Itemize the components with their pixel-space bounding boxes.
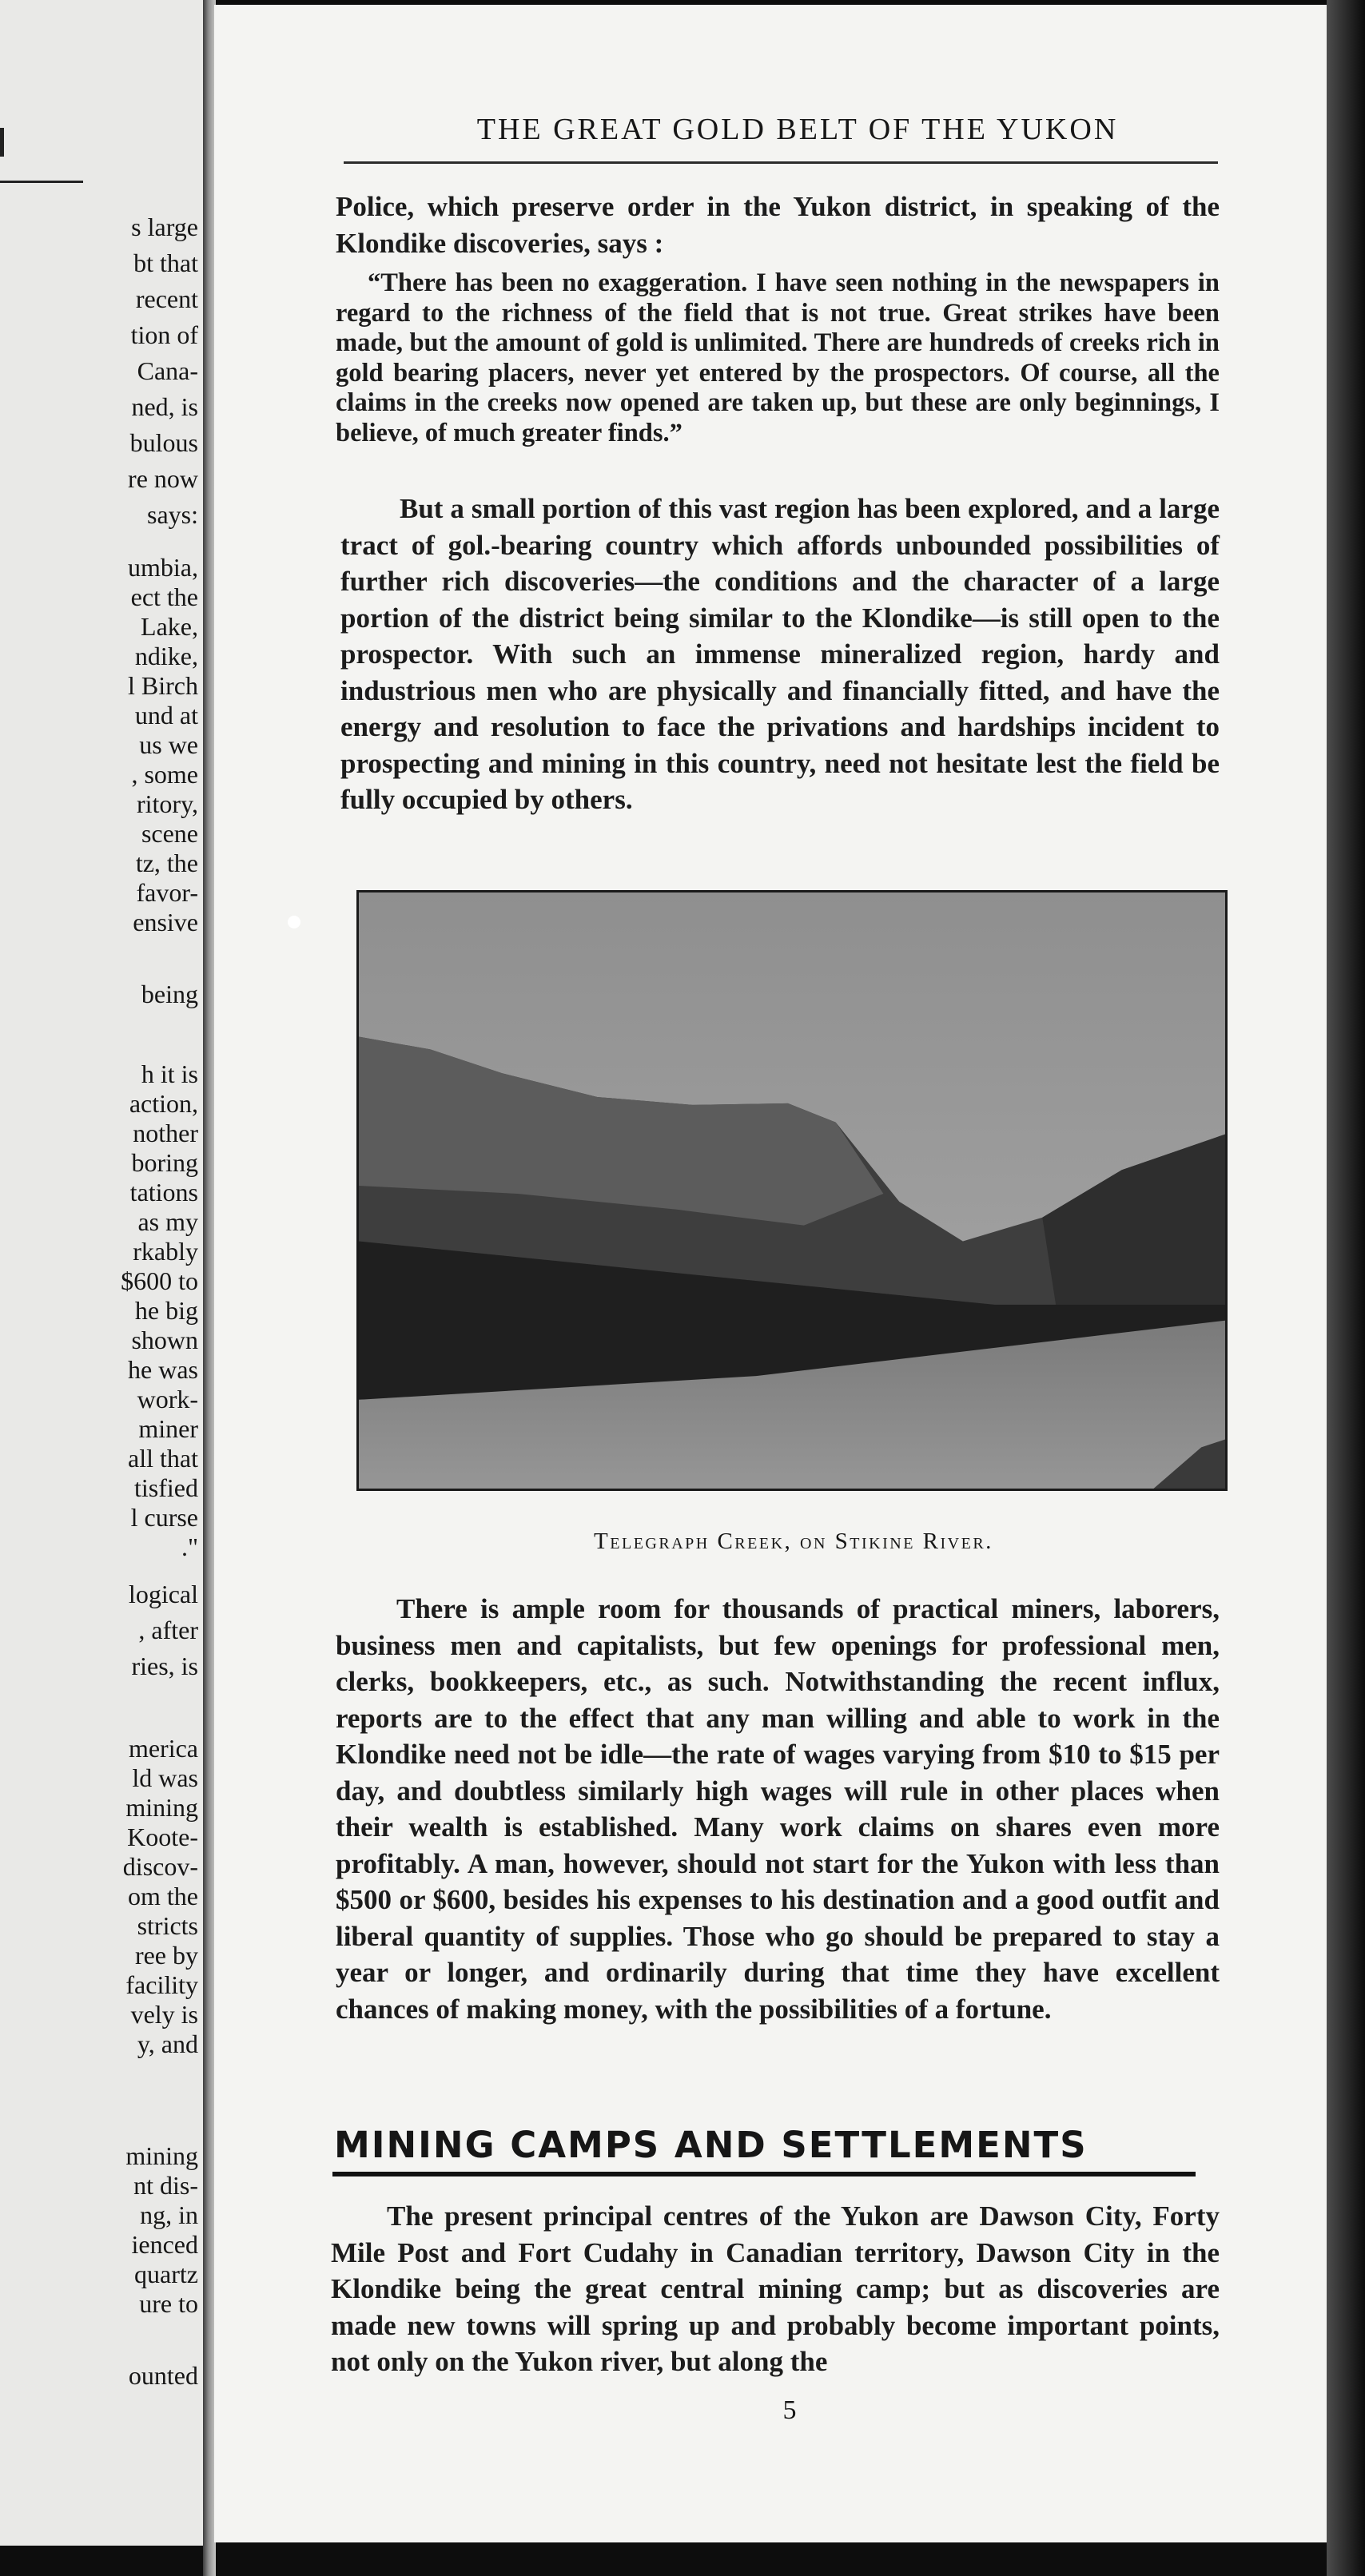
facing-page-fragment: facility: [125, 1970, 198, 1999]
facing-page-fragment: miner: [138, 1414, 198, 1443]
facing-page-fragment: ned, is: [131, 392, 198, 421]
facing-page-fragment: recent: [135, 284, 198, 313]
facing-page-fragment: l curse: [130, 1503, 198, 1532]
section-heading-underline: [332, 2172, 1196, 2176]
facing-page-fragment: favor-: [136, 878, 198, 907]
facing-page-fragment: tisfied: [134, 1473, 198, 1502]
opportunities-paragraph: There is ample room for thousands of practical miners, laborers, business men and capitalists, but few openings for professional men, clerks, bookkeepers, etc., as such. Notwithstanding the recent influx, reports are to the effect that any man willing and able to work in the Klondike need not be idle—the rate of wages varying from $10 to $15 per day, and doubtless similarly high wages will rule in other places when their wealth is established. Many work claims on shares even more profitably. A man, however, should not start for the Yukon with less than $500 or $600, besides his expenses to his destination and a good outfit and liberal quantity of supplies. Those who go should be prepared to stay a year or longer, and ordinarily during that time they have excellent chances of making money, with the possibilities of a fortune.: [336, 1593, 1220, 2025]
facing-page-fragment: ries, is: [131, 1652, 198, 1680]
facing-page-fragment: scene: [141, 819, 198, 848]
facing-page-fragment: as my: [137, 1207, 198, 1236]
section-heading: MINING CAMPS AND SETTLEMENTS: [334, 2124, 1088, 2166]
facing-page-fragment: ure to: [139, 2289, 198, 2318]
facing-page-fragment: umbia,: [128, 553, 198, 582]
facing-page-fragment: und at: [134, 701, 198, 729]
facing-page-fragment: Lake,: [141, 612, 198, 641]
facing-page-fragment: being: [141, 980, 198, 1008]
running-header: THE GREAT GOLD BELT OF THE YUKON: [476, 113, 1119, 146]
facing-page-fragment: ounted: [128, 2361, 198, 2390]
facing-page-fragment: quartz: [134, 2260, 198, 2288]
facing-page-fragment: ritory,: [136, 789, 198, 818]
facing-page-fragment: y, and: [137, 2029, 198, 2058]
river-landscape-image: [359, 892, 1225, 1489]
facing-page-fragment: $600 to: [121, 1266, 198, 1295]
facing-page-fragment: , some: [131, 760, 198, 789]
facing-page-fragment: says:: [147, 500, 198, 529]
facing-page-fragment: ld was: [132, 1763, 198, 1792]
facing-page-fragment: ensive: [133, 908, 198, 936]
facing-page-fragment: us we: [139, 730, 198, 759]
facing-page-fragment: Koote-: [127, 1823, 198, 1851]
facing-page-fragment: om the: [128, 1882, 198, 1910]
facing-page-fragment: tz, the: [135, 849, 198, 877]
facing-page-fragment: l Birch: [128, 671, 198, 700]
telegraph-creek-photo: [356, 890, 1228, 1491]
facing-page-fragment: ng, in: [140, 2200, 198, 2229]
page-number: 5: [782, 2395, 797, 2425]
facing-page-fragment: re now: [128, 464, 198, 493]
facing-page: [0, 0, 209, 2546]
facing-page-fragment: tations: [129, 1178, 198, 1207]
facing-page-fragment: ect the: [130, 582, 198, 611]
facing-page-fragment: merica: [128, 1734, 198, 1763]
facing-page-fragment: nother: [133, 1119, 198, 1147]
facing-page-fragment: all that: [128, 1444, 198, 1473]
intro-paragraph: Police, which preserve order in the Yukon district, in speaking of the Klondike discoveries, says :: [336, 191, 1220, 259]
facing-page-fragment: he big: [134, 1296, 198, 1325]
facing-page-header-rule: [0, 181, 83, 183]
explored-paragraph: But a small portion of this vast region has been explored, and a large tract of gol.-bearing country which affords unbounded possibilities of further rich discoveries—the conditions and the character of a large portion of the district being similar to the Klondike—is still open to the prospector. With such an immense mineralized region, hardy and industrious men who are physically and financially fitted, and have the energy and resolution to face the privations and hardships incident to prospecting and mining in this country, need not hesitate lest the field be fully occupied by others.: [340, 493, 1220, 815]
facing-page-fragment: discov-: [122, 1852, 198, 1881]
book-page: [214, 5, 1327, 2542]
binding-shadow: [1327, 0, 1365, 2576]
facing-page-fragment: work-: [137, 1385, 198, 1413]
photo-caption: Telegraph Creek, on Stikine River.: [594, 1529, 993, 1554]
facing-page-fragment: bulous: [129, 428, 198, 457]
facing-page-fragment: ndike,: [134, 642, 198, 670]
facing-page-fragment: Cana-: [137, 356, 198, 385]
facing-page-fragment: rkably: [133, 1237, 198, 1266]
facing-page-fragment: ienced: [131, 2230, 198, 2259]
facing-page-fragment: s large: [131, 213, 198, 241]
facing-page-fragment: tion of: [130, 320, 198, 349]
facing-page-fragment: , after: [138, 1616, 198, 1644]
facing-page-fragment: h it is: [141, 1059, 198, 1088]
settlements-paragraph: The present principal centres of the Yukon are Dawson City, Forty Mile Post and Fort Cudahy in Canadian territory, Dawson City in the Klondike being the great central mining camp; but as discoveries are made new towns will spring up and probably become important points, not only on the Yukon river, but along the: [331, 2200, 1220, 2377]
facing-page-fragment: nt dis-: [133, 2171, 198, 2200]
facing-page-fragment: mining: [125, 1793, 198, 1822]
facing-page-fragment: he was: [128, 1355, 198, 1384]
header-rule: [344, 161, 1218, 164]
facing-page-mark: [0, 128, 4, 157]
facing-page-fragment: vely is: [130, 2000, 198, 2029]
facing-page-fragment: ree by: [134, 1941, 198, 1970]
facing-page-fragment: logical: [128, 1580, 198, 1608]
facing-page-fragment: boring: [131, 1148, 198, 1177]
facing-page-fragment: .": [181, 1532, 198, 1561]
facing-page-fragment: bt that: [133, 248, 198, 277]
facing-page-fragment: shown: [131, 1326, 198, 1354]
facing-page-fragment: stricts: [137, 1911, 198, 1940]
paper-speck: [288, 916, 300, 928]
quotation-paragraph: “There has been no exaggeration. I have seen nothing in the newspapers in regard to the richness of the field that is not true. Great strikes have been made, but the amount of gold is unlimited. There are hundreds of creeks rich in gold bearing placers, never yet entered by the prospectors. Of course, all the claims in the creeks now opened are taken up, but these are only beginnings, I believe, of much greater finds.”: [336, 268, 1220, 447]
facing-page-fragment: action,: [129, 1089, 198, 1118]
facing-page-fragment: mining: [125, 2141, 198, 2170]
